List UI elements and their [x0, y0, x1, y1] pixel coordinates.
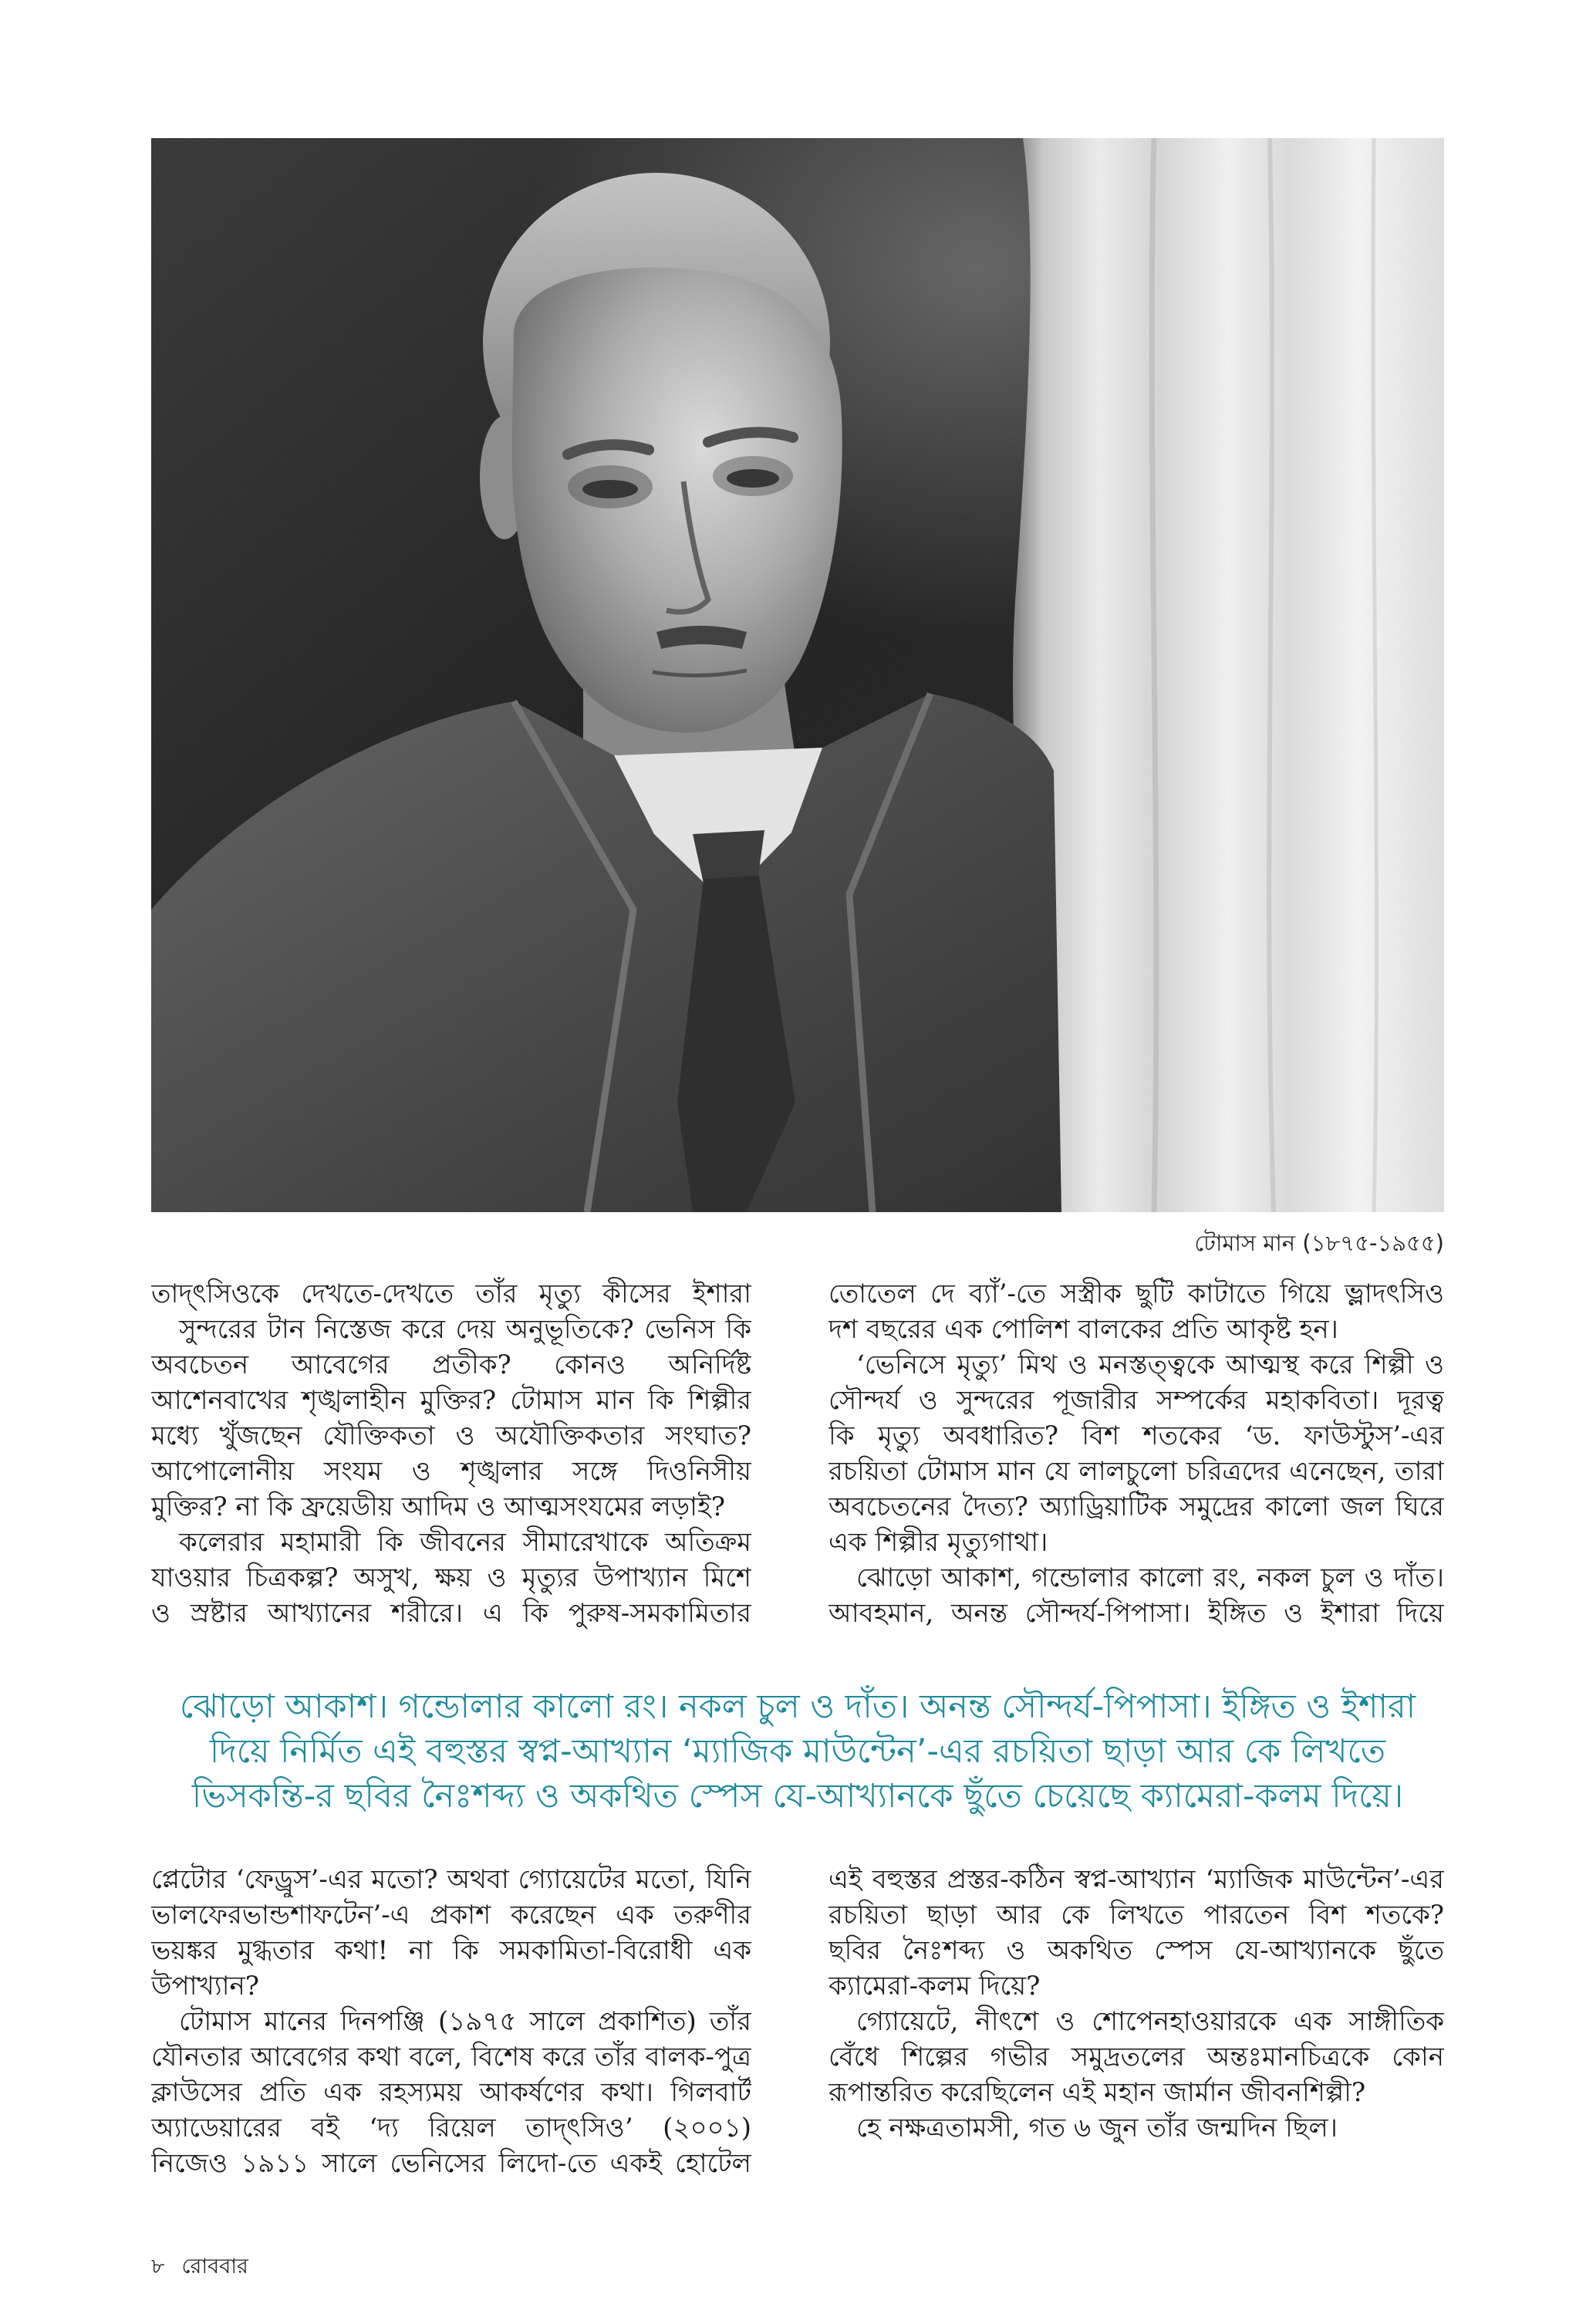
body-line: ক্যামেরা-কলম দিয়ে?: [828, 1971, 1041, 2001]
body-line: আবহমান, অনন্ত সৌন্দর্য-পিপাসা। ইঙ্গিত ও ইশারা দিয়ে: [828, 1598, 1444, 1629]
body-line: আপোলোনীয় সংযম ও শৃঙ্খলার সঙ্গে দিওনিসীয়: [151, 1456, 751, 1487]
body-line: নিজেও ১৯১১ সালে ভেনিসের লিদো-তে একই হোটেল: [151, 2148, 751, 2179]
body-line: যাওয়ার চিত্রকল্প? অসুখ, ক্ষয় ও মৃত্যুর উপাখ্যান মিশে: [151, 1562, 751, 1593]
article-column-left-top: [151, 1276, 751, 1631]
body-line: ক্লাউসের প্রতি এক রহস্যময় আকর্ষণের কথা। গিলবার্ট: [151, 2077, 751, 2108]
body-line: সুন্দরের টান নিস্তেজ করে দেয় অনুভূতিকে? ভেনিস কি: [179, 1314, 751, 1345]
article-column-right-top: [828, 1276, 1444, 1631]
body-line: সৌন্দর্য ও সুন্দরের পূজারীর সম্পর্কের মহাকবিতা। দূরত্ব: [828, 1385, 1444, 1416]
body-line: তোতেল দে ব্যাঁ’-তে সস্ত্রীক ছুটি কাটাতে গিয়ে ভ্লাদৎসিও: [828, 1279, 1444, 1309]
body-line: ‘ভেনিসে মৃত্যু’ মিথ ও মনস্তত্ত্বকে আত্মস্থ করে শিল্পী ও: [856, 1349, 1444, 1380]
body-line: আশেনবাখের শৃঙ্খলাহীন মুক্তির? টোমাস মান কি শিল্পীর: [151, 1385, 751, 1416]
body-line: রূপান্তরিত করেছিলেন এই মহান জার্মান জীবনশিল্পী?: [828, 2077, 1366, 2108]
body-line: রচয়িতা টোমাস মান যে লালচুলো চরিত্রদের এনেছেন, তারা: [828, 1456, 1444, 1487]
body-line: অ্যাডেয়ারের বই ‘দ্য রিয়েল তাদ্‌ৎসিও’ (২০০১): [151, 2113, 751, 2143]
portrait-photo: [151, 138, 1444, 1212]
portrait-image: [151, 138, 1444, 1212]
body-line: মধ্যে খুঁজছেন যৌক্তিকতা ও অযৌক্তিকতার সংঘাত?: [151, 1420, 751, 1451]
body-line: গ্যোয়েটে, নীৎশে ও শোপেনহাওয়ারকে এক সাঙ্গীতিক: [856, 2006, 1444, 2037]
publication-name: রোববার: [181, 2255, 248, 2278]
pull-quote-line: ঝোড়ো আকাশ। গন্ডোলার কালো রং। নকল চুল ও দাঁত। অনন্ত সৌন্দর্য-পিপাসা। ইঙ্গিত ও ইশারা: [179, 1687, 1416, 1726]
body-line: এক শিল্পীর মৃত্যুগাথা।: [828, 1527, 1048, 1558]
page-footer: [151, 2251, 248, 2282]
body-line: এই বহুস্তর প্রস্তর-কঠিন স্বপ্ন-আখ্যান ‘ম্যাজিক মাউন্টেন’-এর: [828, 1864, 1444, 1895]
body-line: কি মৃত্যু অবধারিত? বিশ শতকের ‘ড. ফাউস্টুস’-এর: [828, 1420, 1444, 1451]
body-line: দশ বছরের এক পোলিশ বালকের প্রতি আকৃষ্ট হন।: [828, 1314, 1338, 1345]
body-line: তাদ্‌ৎসিওকে দেখতে-দেখতে তাঁর মৃত্যু কীসের ইশারা: [151, 1279, 751, 1309]
body-line: যৌনতার আবেগের কথা বলে, বিশেষ করে তাঁর বালক-পুত্র: [151, 2042, 751, 2072]
body-line: রচয়িতা ছাড়া আর কে লিখতে পারতেন বিশ শতকে?: [828, 1900, 1444, 1930]
body-line: উপাখ্যান?: [151, 1971, 259, 2001]
body-line: কলেরার মহামারী কি জীবনের সীমারেখাকে অতিক্রম: [179, 1527, 751, 1558]
body-line: ভয়ঙ্কর মুগ্ধতার কথা! না কি সমকামিতা-বিরোধী এক: [151, 1935, 751, 1966]
body-line: প্লেটোর ‘ফেড্রুস’-এর মতো? অথবা গ্যোয়েটের মতো, যিনি: [151, 1864, 751, 1895]
article-column-left-bottom: [151, 1862, 751, 2181]
body-line: হে নক্ষত্রতামসী, গত ৬ জুন তাঁর জন্মদিন ছিল।: [856, 2113, 1338, 2143]
page-number: ৮: [151, 2255, 165, 2278]
photo-caption: টোমাস মান (১৮৭৫-১৯৫৫): [1194, 1230, 1444, 1256]
photo-grain: [151, 138, 1444, 1212]
body-line: ও স্রষ্টার আখ্যানের শরীরে। এ কি পুরুষ-সমকামিতার: [151, 1598, 751, 1629]
body-line: ছবির নৈঃশব্দ্য ও অকথিত স্পেস যে-আখ্যানকে ছুঁতে: [828, 1935, 1444, 1966]
pull-quote: [151, 1684, 1444, 1819]
body-line: মুক্তির? না কি ফ্রয়েডীয় আদিম ও আত্মসংযমের লড়াই?: [151, 1491, 725, 1522]
article-column-right-bottom: [828, 1862, 1444, 2146]
body-line: টোমাস মানের দিনপঞ্জি (১৯৭৫ সালে প্রকাশিত) তাঁর: [179, 2006, 751, 2037]
body-line: ঝোড়ো আকাশ, গন্ডোলার কালো রং, নকল চুল ও দাঁত।: [856, 1562, 1444, 1593]
pull-quote-line: ভিসকন্তি-র ছবির নৈঃশব্দ্য ও অকথিত স্পেস যে-আখ্যানকে ছুঁতে চেয়েছে ক্যামেরা-কলম দিয়ে।: [191, 1777, 1404, 1816]
pull-quote-line: দিয়ে নির্মিত এই বহুস্তর স্বপ্ন-আখ্যান ‘ম্যাজিক মাউন্টেন’-এর রচয়িতা ছাড়া আর কে লিখতে: [209, 1732, 1386, 1771]
body-line: বেঁধে শিল্পের গভীর সমুদ্রতলের অন্তঃমানচিত্রকে কোন: [828, 2042, 1444, 2072]
body-line: ভালফেরভান্ডশাফটেন’-এ প্রকাশ করেছেন এক তরুণীর: [151, 1900, 751, 1930]
body-line: অবচেতন আবেগের প্রতীক? কোনও অনির্দিষ্ট: [151, 1349, 751, 1380]
body-line: অবচেতনের দৈত্য? অ্যাড্রিয়াটিক সমুদ্রের কালো জল ঘিরে: [828, 1491, 1444, 1522]
